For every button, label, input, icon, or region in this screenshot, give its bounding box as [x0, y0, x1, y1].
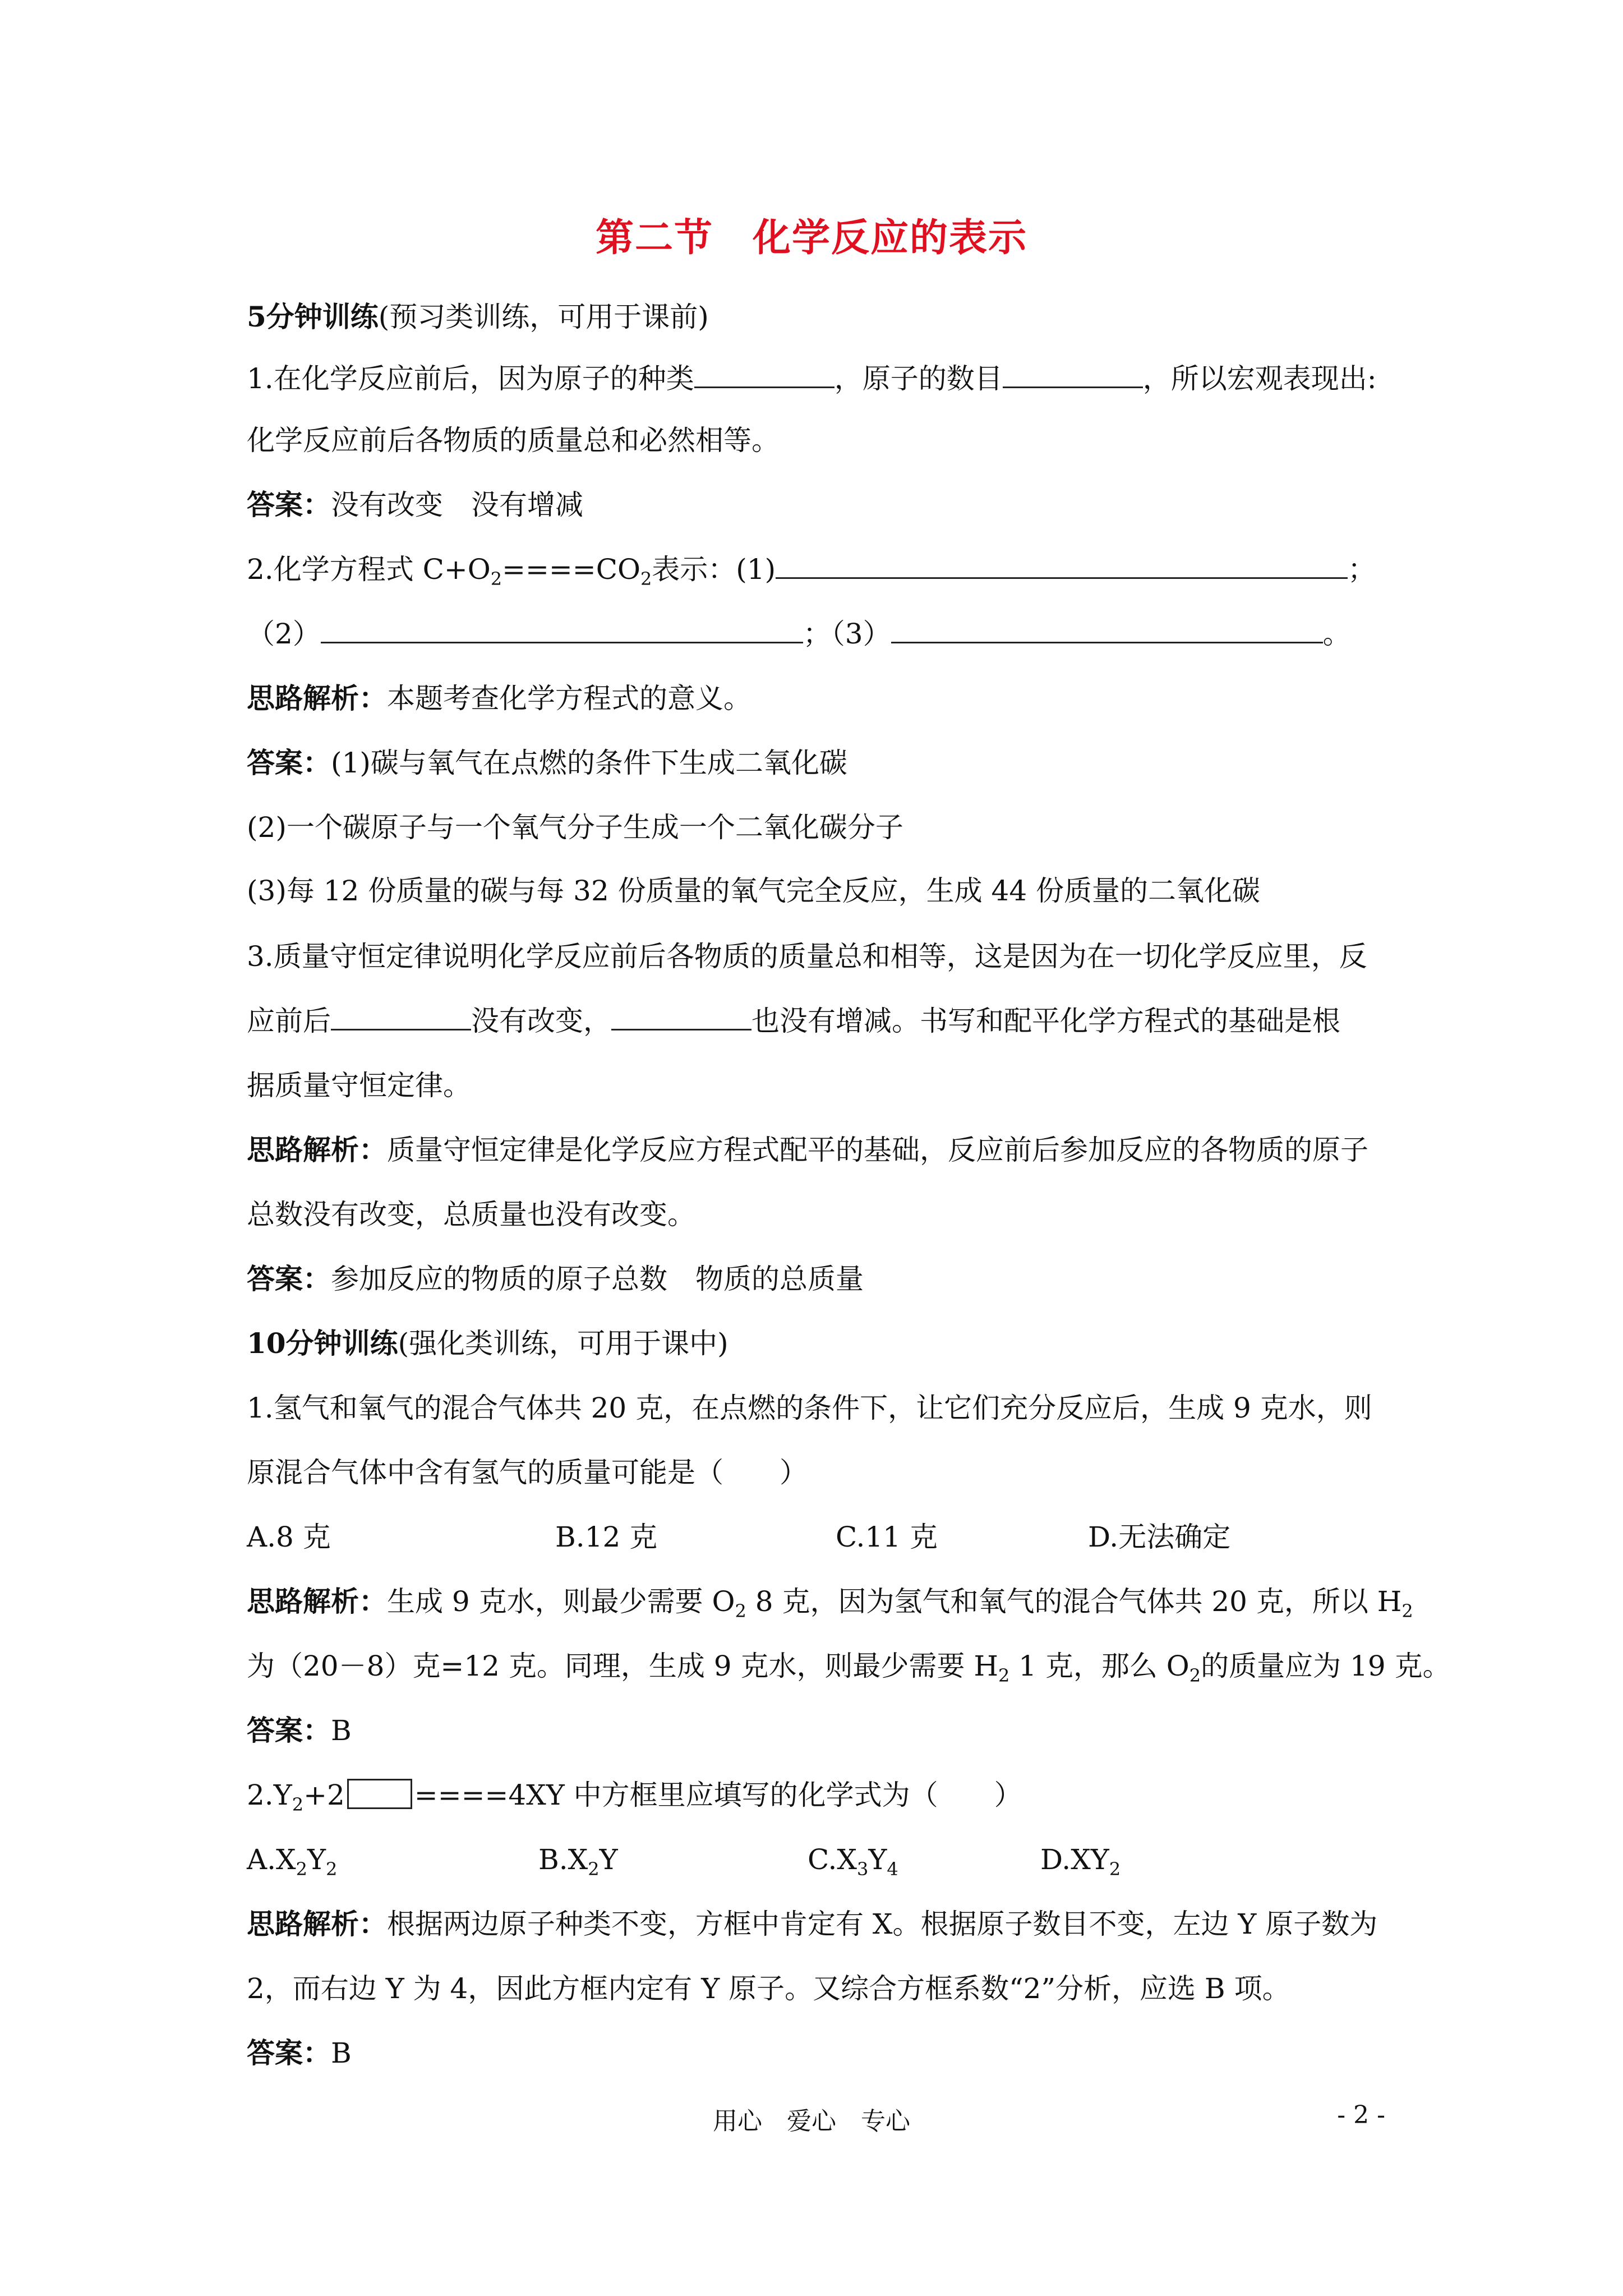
question-2: 2.化学方程式 $C+O_2====CO_2$表示：(1) ；	[247, 553, 1376, 590]
section-header-10min: 10分钟训练(强化类训练，可用于课中)	[247, 1327, 728, 1360]
answer-4: 答案：B	[247, 1714, 352, 1747]
answer-5: 答案：B	[247, 2036, 352, 2069]
analysis-3-cont: 总数没有改变，总质量也没有改变。	[247, 1198, 695, 1231]
answer-blank[interactable]	[694, 362, 834, 388]
answer-blank[interactable]	[331, 1004, 471, 1030]
choice-a: $A.X_2Y_2$	[247, 1843, 338, 1880]
answer-2: 答案：(1)碳与氧气在点燃的条件下生成二氧化碳	[247, 746, 847, 779]
analysis-4-cont: 为（20－8）克=12 克。同理，生成 9 克水，则最少需要 $H_2$ 1 克，那么 $O_2$的质量应为 19 克。	[247, 1650, 1451, 1686]
answer-blank[interactable]	[1003, 362, 1143, 388]
page-number: - 2 -	[1337, 2101, 1385, 2129]
question-1: 1.在化学反应前后，因为原子的种类 ，原子的数目 ，所以宏观表现出:	[247, 362, 1377, 395]
problem-1: 1.氢气和氧气的混合气体共 20 克，在点燃的条件下，让它们充分反应后，生成 9 克水，则	[247, 1392, 1372, 1424]
answer-blank[interactable]	[776, 553, 1348, 579]
problem-2: $2.Y_2+2 ====4XY$ 中方框里应填写的化学式为（ ）	[247, 1779, 1022, 1815]
answer-blank[interactable]	[321, 617, 803, 643]
answer-3: 答案：参加反应的物质的原子总数 物质的总质量	[247, 1262, 864, 1295]
page-title: 第二节 化学反应的表示	[595, 215, 1027, 260]
choice-c: $C.X_3Y_4$	[808, 1843, 898, 1880]
answer-1: 答案：没有改变 没有增减	[247, 488, 583, 521]
choice-c: C.11 克	[836, 1521, 938, 1553]
answer-blank[interactable]	[611, 1004, 751, 1030]
analysis-5: 思路解析：根据两边原子种类不变，方框中肯定有 X。根据原子数目不变，左边 Y 原子数为	[247, 1907, 1378, 1940]
choice-d: D.无法确定	[1088, 1521, 1231, 1553]
question-3-cont: 应前后 没有改变， 也没有增减。书写和配平化学方程式的基础是根	[247, 1005, 1340, 1037]
page-footer: 用心 爱心 专心	[713, 2107, 910, 2136]
analysis-5-cont: 2，而右边 Y 为 4，因此方框内定有 Y 原子。又综合方框系数“2”分析，应选 B 项。	[247, 1972, 1290, 2005]
answer-blank[interactable]	[891, 617, 1323, 643]
section-header-5min: 5分钟训练(预习类训练，可用于课前)	[247, 300, 709, 333]
question-3: 3.质量守恒定律说明化学反应前后各物质的质量总和相等，这是因为在一切化学反应里，反	[247, 940, 1367, 973]
question-1-cont: 化学反应前后各物质的质量总和必然相等。	[247, 424, 780, 457]
choice-b: B.12 克	[555, 1521, 658, 1553]
question-2-cont: （2） ；（3） 。	[247, 618, 1351, 650]
analysis-4: 思路解析：生成 9 克水，则最少需要 $O_2$ 8 克，因为氢气和氧气的混合气体共 20 克，所以 $H_2$	[247, 1585, 1413, 1622]
formula-box[interactable]	[347, 1779, 412, 1809]
answer-2-line-3: (3)每 12 份质量的碳与每 32 份质量的氧气完全反应，生成 44 份质量的二氧化碳	[247, 875, 1261, 907]
answer-2-line-2: (2)一个碳原子与一个氧气分子生成一个二氧化碳分子	[247, 811, 903, 844]
problem-1-cont: 原混合气体中含有氢气的质量可能是（ ）	[247, 1456, 808, 1489]
analysis-2: 思路解析：本题考查化学方程式的意义。	[247, 682, 751, 715]
choice-d: $D.XY_2$	[1040, 1843, 1121, 1880]
choice-b: $B.X_2Y$	[538, 1843, 618, 1880]
choice-a: A.8 克	[247, 1521, 331, 1553]
question-3-cont-2: 据质量守恒定律。	[247, 1069, 471, 1102]
analysis-3: 思路解析：质量守恒定律是化学反应方程式配平的基础，反应前后参加反应的各物质的原子	[247, 1133, 1368, 1166]
